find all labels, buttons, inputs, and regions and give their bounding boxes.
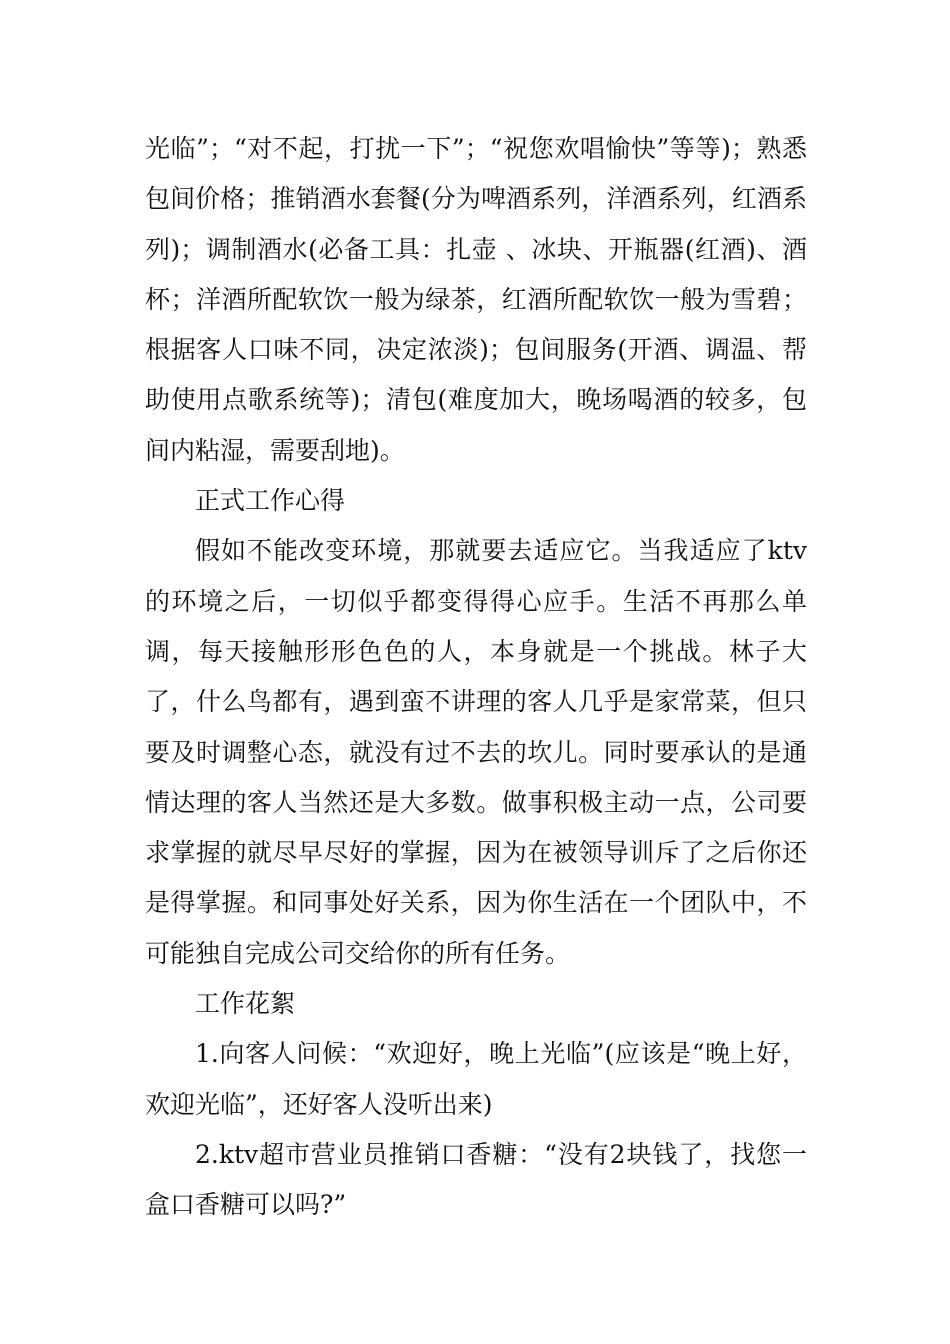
anecdote-item-1: 1.向客人问候：“欢迎好，晚上光临”(应该是“晚上好，欢迎光临”，还好客人没听出来): [145, 1039, 807, 1119]
paragraph-service-duties: 光临”；“对不起，打扰一下”；“祝您欢唱愉快”等等)；熟悉包间价格；推销酒水套餐(分为啤酒系列，洋酒系列，红酒系列)；调制酒水(必备工具：扎壶 、冰块、开瓶器(红酒)、酒杯；洋酒所配软饮一般为绿茶，红酒所配软饮一般为雪碧；根据客人口味不同，决定浓淡)；包间服务(开酒、调温、帮助使用点歌系统等)；清包(难度加大，晚场喝酒的较多，包间内粘湿，需要刮地)。: [145, 134, 807, 465]
paragraph-work-experience: 假如不能改变环境，那就要去适应它。当我适应了ktv的环境之后，一切似乎都变得得心应手。生活不再那么单调，每天接触形形色色的人，本身就是一个挑战。林子大了，什么鸟都有，遇到蛮不讲理的客人几乎是家常菜，但只要及时调整心态，就没有过不去的坎儿。同时要承认的是通情达理的客人当然还是大多数。做事积极主动一点，公司要求掌握的就尽早尽好的掌握，因为在被领导训斥了之后你还是得掌握。和同事处好关系，因为你生活在一个团队中，不可能独自完成公司交给你的所有任务。: [145, 536, 807, 968]
anecdote-item-2: 2.ktv超市营业员推销口香糖：“没有2块钱了，找您一盒口香糖可以吗?”: [145, 1139, 807, 1220]
section-heading-work-experience: 正式工作心得: [195, 486, 346, 516]
section-heading-work-anecdotes: 工作花絮: [195, 989, 296, 1019]
document-body: [145, 124, 807, 1231]
